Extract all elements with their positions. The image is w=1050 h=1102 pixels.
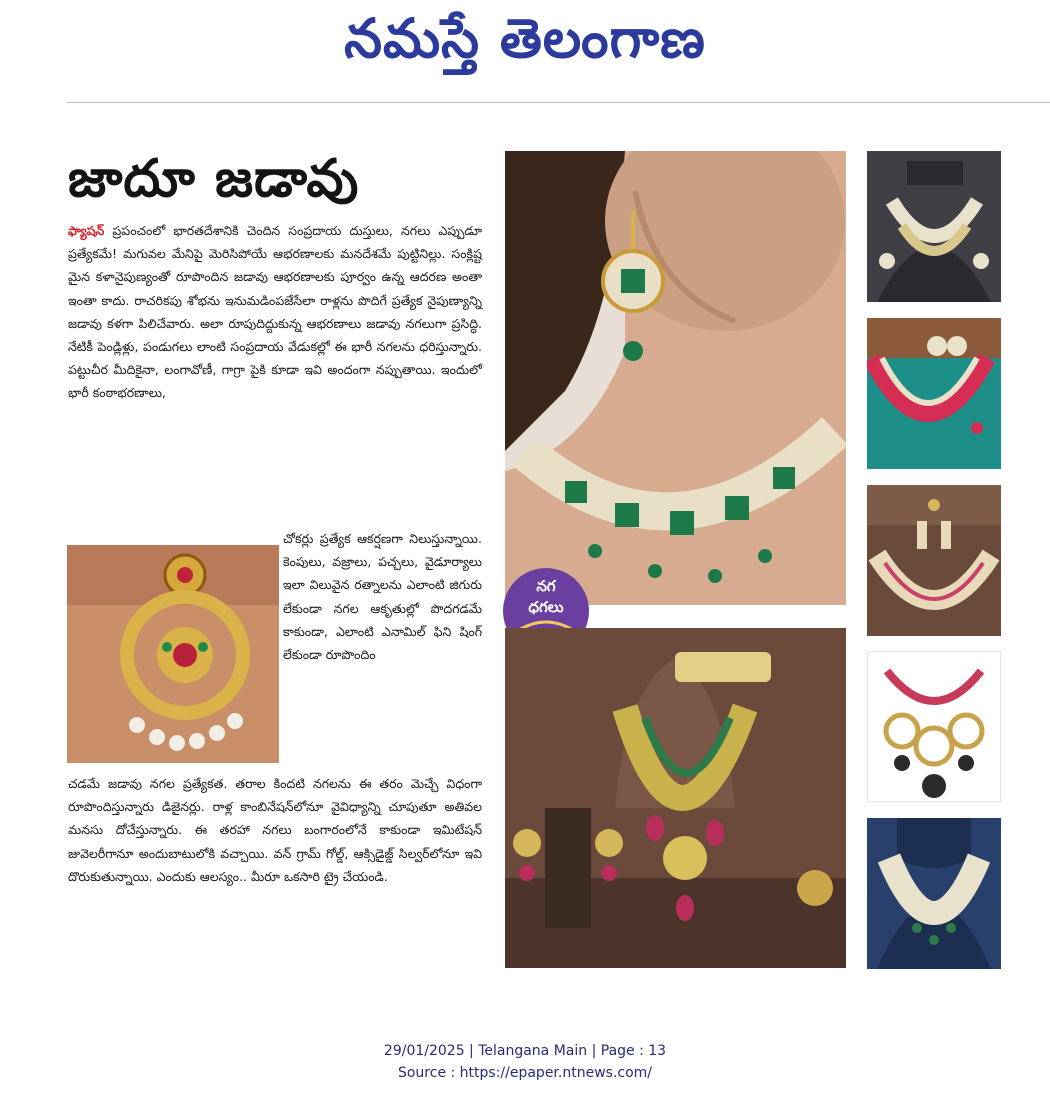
masthead [0, 0, 1050, 80]
thumbnail-kundan-set [867, 485, 1001, 636]
thumbnail-emerald-choker [867, 818, 1001, 969]
badge-line-1: నగ [536, 577, 556, 595]
header-divider [67, 102, 1050, 103]
footer-source-line: Source : https://epaper.ntnews.com/ [397, 1065, 653, 1081]
article-headline: జాదూ జడావు [68, 149, 360, 209]
footer [0, 1040, 1050, 1084]
model-necklace-photo [505, 151, 846, 605]
thumbnail-ruby-set [867, 318, 1001, 469]
newspaper-title: నమస్తే తెలంగాణ [344, 7, 706, 70]
footer-date-line: 29/01/2025 | Telangana Main | Page : 13 [383, 1043, 667, 1059]
article-kicker: ఫ్యాషన్ [68, 223, 105, 238]
badge-line-2: ధగలు [528, 598, 564, 616]
bridal-set-photo [505, 628, 846, 968]
article-body-top [68, 219, 482, 405]
article-paragraph-bottom: చడమే జడావు నగల ప్రత్యేకత. తరాల కిందటి నగలను ఈ తరం మెచ్చే విధంగా రూపొందిస్తున్నారు డిజైనర్లు. రాళ్ల కాంబినేషన్‌లోనూ వైవిధ్యాన్ని చూపుతూ అతివల మనసు దోచేస్తున్నారు. ఈ తరహా నగలు బంగారంలోనే కాకుండా ఇమిటేషన్ జువెలరీగానూ అందుబాటులోకి వచ్చాయి. వన్ గ్రామ్ గోల్డ్, ఆక్సిడైజ్డ్ సిల్వర్‌లోనూ ఇవి దొరుకుతున్నాయి. ఎందుకు ఆలస్యం.. మీరూ ఒకసారి ట్రై చేయండి. [68, 776, 482, 884]
article-paragraph-top: ప్రపంచంలో భారతదేశానికి చెందిన సంప్రదాయ దుస్తులు, నగలు ఎప్పుడూ ప్రత్యేకమే! మగువల మేనిపై మెరిసిపోయే ఆభరణాలకు మనదేశమే పుట్టినిల్లు. సంక్లిష్ట మైన కళానైపుణ్యంతో రూపొందిన జడావు ఆభరణాలకు పూర్వం ఉన్న ఆదరణ అంతా ఇంతా కాదు. రాచరికపు శోభను ఇనుమడింపజేసేలా రాళ్లను పొదిగే ప్రత్యేక నైపుణ్యాన్ని జడావు కళగా పిలిచేవారు. అలా రూపుదిద్దుకున్న ఆభరణాలు జడావు నగలుగా ప్రసిద్ధి. నేటికీ పెండ్లిళ్లు, పండుగలు లాంటి సంప్రదాయ వేడుకల్లో ఈ భారీ నగలను ధరిస్తున్నారు. పట్టుచీర మీదికైనా, లంగావోణీ, గాగ్రా పైకి కూడా ఇవి అందంగా నప్పుతాయి. ఇందులో భారీ కంఠాభరణాలు, [68, 223, 482, 401]
article-paragraph-mid: చోకర్లు ప్రత్యేక ఆకర్షణగా నిలుస్తున్నాయి. కెంపులు, వజ్రాలు, పచ్చలు, వైడూర్యాలు ఇలా విలువైన రత్నాలను ఎలాంటి జిగురు లేకుండా నగల ఆకృతుల్లో పొదగడమే కాకుండా, ఎలాంటి ఎనామిల్ ఫిని షింగ్ లేకుండా రూపొందిం [283, 531, 482, 663]
thumbnail-polki-necklace [867, 651, 1001, 802]
earring-photo [67, 545, 279, 763]
thumbnail-choker-set [867, 151, 1001, 302]
